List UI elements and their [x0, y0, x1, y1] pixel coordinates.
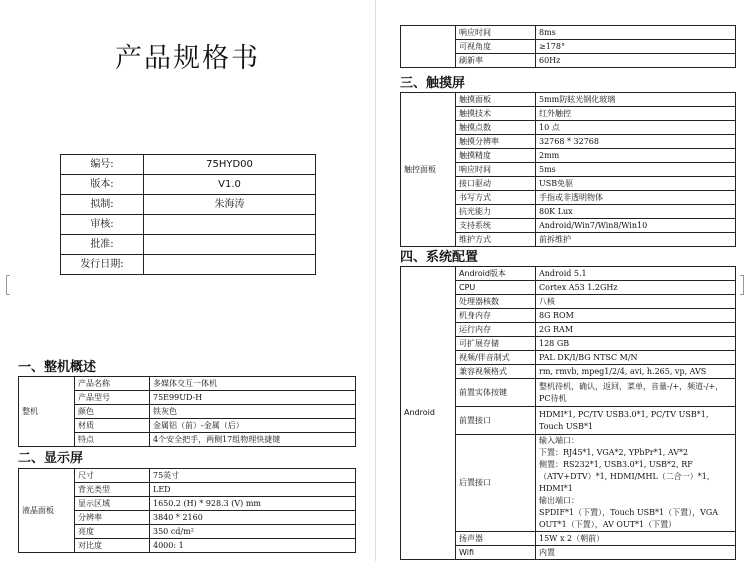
cover-label: 审核: — [61, 215, 144, 235]
cover-row — [61, 255, 316, 275]
margin-mark — [6, 275, 10, 295]
spec-label: 可扩展存储 — [456, 337, 536, 351]
spec-value: rm, rmvb, mpeg1/2/4, avi, h.265, vp, AVS — [536, 365, 736, 379]
spec-value: 128 GB — [536, 337, 736, 351]
spec-value: 2mm — [536, 149, 736, 163]
spec-label: 可视角度 — [456, 40, 536, 54]
overview-table — [18, 376, 356, 447]
spec-row — [401, 93, 736, 107]
spec-value: 1650.2 (H) * 928.3 (V) mm — [150, 497, 356, 511]
display-table — [18, 468, 356, 553]
spec-value: 350 cd/m² — [150, 525, 356, 539]
spec-value: 15W x 2（朝前） — [536, 532, 736, 546]
spec-label: 亮度 — [75, 525, 150, 539]
spec-label: 处理器核数 — [456, 295, 536, 309]
cover-row — [61, 155, 316, 175]
spec-label: 刷新率 — [456, 54, 536, 68]
spec-value: 75英寸 — [150, 469, 356, 483]
spec-value: 红外触控 — [536, 107, 736, 121]
spec-group-label: 液晶面板 — [19, 469, 75, 553]
spec-value: 内置 — [536, 546, 736, 560]
spec-value: 75E99UD-H — [150, 391, 356, 405]
spec-label: 后置接口 — [456, 435, 536, 532]
spec-value: 输入端口： 下置：RJ45*1, VGA*2, YPbPr*1, AV*2 侧置：RS232*1, USB3.0*1, USB*2, RF（ATV+DTV）*1, HDMI/MHL（二合一）*1, HDMI*1 输出端口： SPDIF*1（下置），Touch USB*1（下置），VGA OUT*1（下置），AV OUT*1（下置） — [536, 435, 736, 532]
spec-label: 响应时间 — [456, 163, 536, 177]
spec-label: 兼容视频格式 — [456, 365, 536, 379]
section-heading-touch: 三、触摸屏 — [400, 76, 466, 91]
cover-value: V1.0 — [144, 175, 316, 195]
spec-label: CPU — [456, 281, 536, 295]
cover-row — [61, 235, 316, 255]
spec-label: Android版本 — [456, 267, 536, 281]
spec-value: ≥178° — [536, 40, 736, 54]
spec-label: 产品型号 — [75, 391, 150, 405]
spec-value: 32768 * 32768 — [536, 135, 736, 149]
spec-value: 10 点 — [536, 121, 736, 135]
cover-row — [61, 215, 316, 235]
spec-value: USB免驱 — [536, 177, 736, 191]
spec-value: HDMI*1, PC/TV USB3.0*1, PC/TV USB*1, Touch USB*1 — [536, 407, 736, 435]
spec-label: 显示区域 — [75, 497, 150, 511]
cover-label: 拟制: — [61, 195, 144, 215]
spec-value: 整机待机，确认，返回，菜单，音量-/+，频道-/+，PC待机 — [536, 379, 736, 407]
spec-label: Wifi — [456, 546, 536, 560]
spec-value: 2G RAM — [536, 323, 736, 337]
spec-value: 金属铝（前）-金属（后） — [150, 419, 356, 433]
margin-mark — [740, 275, 744, 295]
spec-value: Android/Win7/Win8/Win10 — [536, 219, 736, 233]
spec-group-label: 触控面板 — [401, 93, 456, 247]
spec-label: 颜色 — [75, 405, 150, 419]
spec-value: 5ms — [536, 163, 736, 177]
spec-label: 产品名称 — [75, 377, 150, 391]
spec-value: 手指或非透明物体 — [536, 191, 736, 205]
spec-label: 视频/伴音制式 — [456, 351, 536, 365]
spec-group-label: Android — [401, 267, 456, 560]
cover-row — [61, 175, 316, 195]
spec-value: Android 5.1 — [536, 267, 736, 281]
spec-label: 触摸面板 — [456, 93, 536, 107]
spec-value: 铁灰色 — [150, 405, 356, 419]
spec-value: PAL DK/I/BG NTSC M/N — [536, 351, 736, 365]
spec-value: Cortex A53 1.2GHz — [536, 281, 736, 295]
spec-label: 接口驱动 — [456, 177, 536, 191]
cover-value: 75HYD00 — [144, 155, 316, 175]
spec-label: 前置实体按键 — [456, 379, 536, 407]
section-heading-display: 二、显示屏 — [18, 451, 84, 466]
spec-row — [19, 469, 356, 483]
spec-label: 背光类型 — [75, 483, 150, 497]
spec-row — [19, 377, 356, 391]
spec-value: 4个安全把手，两侧17组物理快捷键 — [150, 433, 356, 447]
spec-label: 机身内存 — [456, 309, 536, 323]
spec-label: 特点 — [75, 433, 150, 447]
spec-label: 触摸点数 — [456, 121, 536, 135]
cover-label: 批准: — [61, 235, 144, 255]
spec-label: 材质 — [75, 419, 150, 433]
spec-value: 多媒体交互一体机 — [150, 377, 356, 391]
cover-row — [61, 195, 316, 215]
page-divider — [375, 0, 376, 561]
spec-label: 响应时间 — [456, 26, 536, 40]
spec-label: 分辨率 — [75, 511, 150, 525]
cover-value: 朱海涛 — [144, 195, 316, 215]
spec-label: 对比度 — [75, 539, 150, 553]
spec-value: 3840 * 2160 — [150, 511, 356, 525]
spec-group-label: 整机 — [19, 377, 75, 447]
spec-value: 80K Lux — [536, 205, 736, 219]
spec-value: 4000: 1 — [150, 539, 356, 553]
spec-label: 支持系统 — [456, 219, 536, 233]
spec-label: 抗光能力 — [456, 205, 536, 219]
cover-label: 发行日期: — [61, 255, 144, 275]
spec-label: 运行内存 — [456, 323, 536, 337]
spec-label: 尺寸 — [75, 469, 150, 483]
spec-label: 触摸分辨率 — [456, 135, 536, 149]
spec-value: 60Hz — [536, 54, 736, 68]
touch-table — [400, 92, 736, 247]
section-heading-system: 四、系统配置 — [400, 250, 479, 265]
spec-value: 前拆维护 — [536, 233, 736, 247]
spec-value: 8ms — [536, 26, 736, 40]
display-continued-table — [400, 25, 736, 68]
cover-value — [144, 235, 316, 255]
cover-label: 编号: — [61, 155, 144, 175]
doc-title: 产品规格书 — [115, 43, 260, 74]
spec-row — [401, 26, 736, 40]
spec-row — [401, 267, 736, 281]
spec-label: 触摸精度 — [456, 149, 536, 163]
spec-value: 8G ROM — [536, 309, 736, 323]
spec-label: 扬声器 — [456, 532, 536, 546]
spec-group-label — [401, 26, 456, 68]
section-heading-overview: 一、整机概述 — [18, 360, 97, 375]
spec-value: 八核 — [536, 295, 736, 309]
spec-label: 书写方式 — [456, 191, 536, 205]
cover-value — [144, 215, 316, 235]
spec-value: LED — [150, 483, 356, 497]
spec-label: 触摸技术 — [456, 107, 536, 121]
cover-label: 版本: — [61, 175, 144, 195]
spec-value: 5mm防眩光钢化玻璃 — [536, 93, 736, 107]
system-table — [400, 266, 736, 560]
cover-info-table — [60, 154, 316, 275]
spec-label: 维护方式 — [456, 233, 536, 247]
spec-label: 前置接口 — [456, 407, 536, 435]
cover-value — [144, 255, 316, 275]
